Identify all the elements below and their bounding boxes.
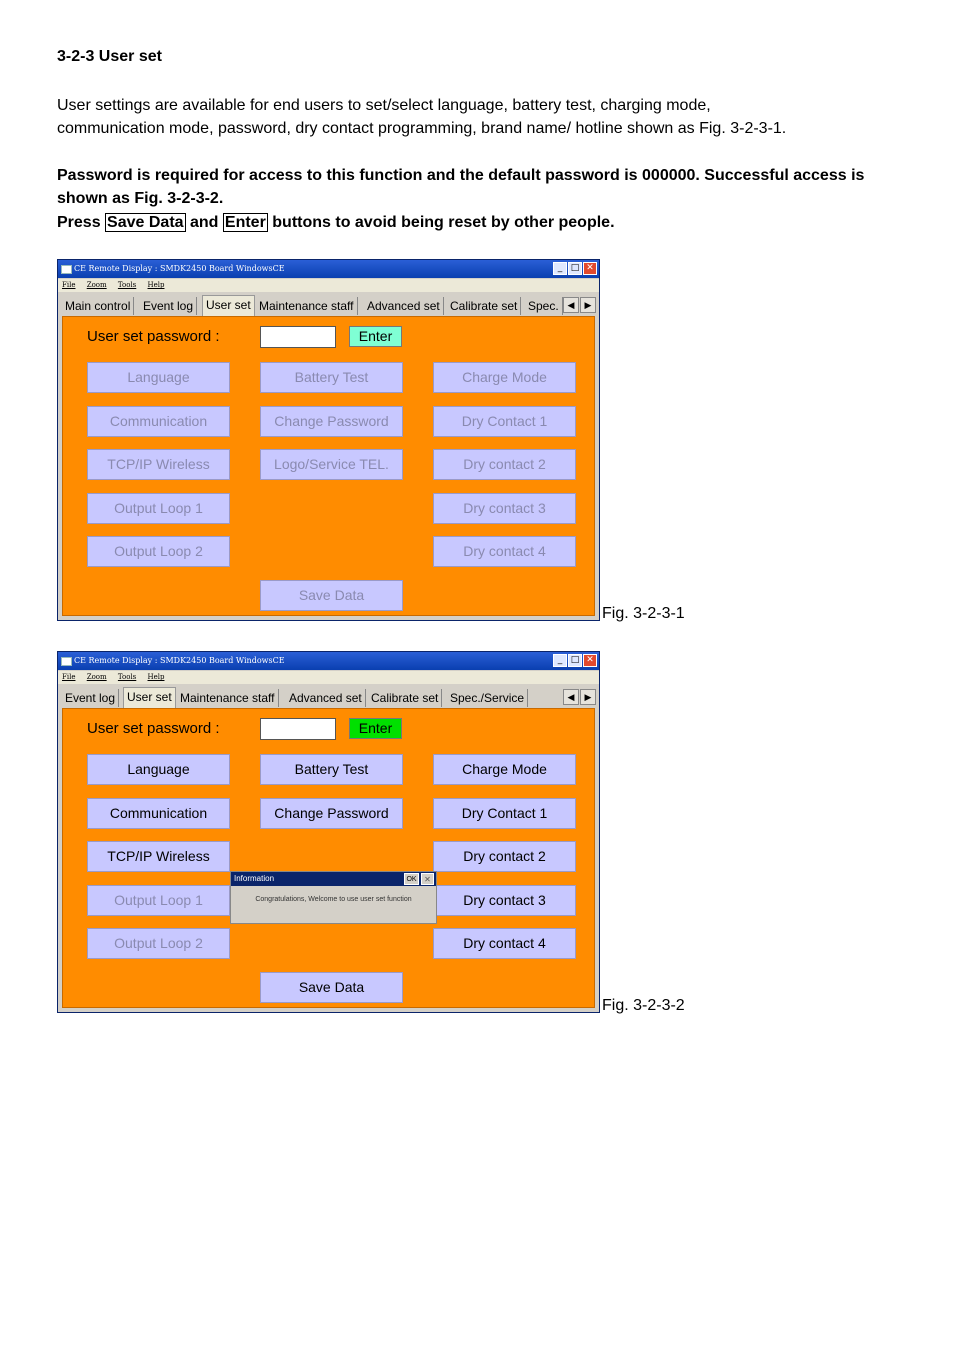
dialog-close-icon[interactable]: ✕ [421,873,434,885]
fig1-menubar [58,279,599,292]
password-label: User set password : [87,328,220,345]
password-input[interactable] [260,326,336,348]
menu-help[interactable]: Help [147,673,165,681]
enter-button[interactable]: Enter [349,718,402,739]
fig1-window [57,259,600,621]
charge-mode-button[interactable]: Charge Mode [433,754,576,785]
fig2-window-title: CE Remote Display : SMDK2450 Board WindowsCE [74,656,285,665]
dialog-title: Information [231,872,436,886]
press-tail: buttons to avoid being reset by other people. [272,214,615,231]
dry-contact-4-button[interactable]: Dry contact 4 [433,536,576,567]
tab-calibrate-set[interactable]: Calibrate set [447,297,521,315]
tab-event-log[interactable]: Event log [140,297,197,315]
dry-contact-4-button[interactable]: Dry contact 4 [433,928,576,959]
intro-line-1: User settings are available for end users to set/select language, battery test, charging mode, [57,97,711,114]
tcpip-wireless-button[interactable]: TCP/IP Wireless [87,449,230,480]
fig2-window [57,651,600,1013]
dialog-ok-button[interactable]: OK [404,873,419,885]
output-loop-1-button[interactable]: Output Loop 1 [87,493,230,524]
menu-tools[interactable]: Tools [117,673,137,681]
menu-help[interactable]: Help [147,281,165,289]
menu-file[interactable]: File [62,281,76,289]
dry-contact-3-button[interactable]: Dry contact 3 [433,885,576,916]
change-password-button[interactable]: Change Password [260,798,403,829]
dry-contact-1-button[interactable]: Dry Contact 1 [433,798,576,829]
dry-contact-2-button[interactable]: Dry contact 2 [433,841,576,872]
communication-button[interactable]: Communication [87,406,230,437]
and-word: and [190,214,219,231]
fig2-caption: Fig. 3-2-3-2 [602,997,685,1014]
fig2-user-set-panel [62,708,595,1008]
maximize-icon[interactable]: □ [568,262,582,275]
fig1-window-title: CE Remote Display : SMDK2450 Board WindowsCE [74,264,285,273]
save-data-boxed: Save Data [107,214,184,231]
language-button[interactable]: Language [87,754,230,785]
fig1-user-set-panel [62,316,595,616]
dry-contact-2-button[interactable]: Dry contact 2 [433,449,576,480]
tab-calibrate-set[interactable]: Calibrate set [368,689,442,707]
fig1-tabbar [62,295,595,316]
menu-zoom[interactable]: Zoom [86,673,107,681]
battery-test-button[interactable]: Battery Test [260,754,403,785]
information-dialog [230,871,437,924]
tab-advanced-set[interactable]: Advanced set [286,689,366,707]
minimize-icon[interactable]: _ [553,654,567,667]
intro-line-2: communication mode, password, dry contact programming, brand name/ hotline shown as Fig. 3-2-3-1. [57,120,787,137]
password-note-line-2: shown as Fig. 3-2-3-2. [57,190,224,207]
tab-maintenance-staff[interactable]: Maintenance staff [177,689,279,707]
password-input[interactable] [260,718,336,740]
fig1-caption: Fig. 3-2-3-1 [602,605,685,622]
logo-service-tel-button[interactable]: Logo/Service TEL. [260,449,403,480]
battery-test-button[interactable]: Battery Test [260,362,403,393]
tcpip-wireless-button[interactable]: TCP/IP Wireless [87,841,230,872]
communication-button[interactable]: Communication [87,798,230,829]
output-loop-1-button[interactable]: Output Loop 1 [87,885,230,916]
fig1-titlebar [58,260,599,278]
save-data-button[interactable]: Save Data [260,972,403,1003]
menu-file[interactable]: File [62,673,76,681]
password-label: User set password : [87,720,220,737]
tab-user-set[interactable]: User set [202,295,255,316]
fig2-tabbar [62,687,595,708]
output-loop-2-button[interactable]: Output Loop 2 [87,536,230,567]
fig2-menubar [58,671,599,684]
tab-spec-service[interactable]: Spec./Service [447,689,528,707]
enter-boxed: Enter [224,214,266,231]
save-data-button[interactable]: Save Data [260,580,403,611]
minimize-icon[interactable]: _ [553,262,567,275]
output-loop-2-button[interactable]: Output Loop 2 [87,928,230,959]
press-word: Press [57,214,101,231]
tab-main-control[interactable]: Main control [62,297,134,315]
tab-scroll-right-icon[interactable]: ▶ [580,297,596,313]
app-icon [61,657,72,666]
language-button[interactable]: Language [87,362,230,393]
tab-scroll-left-icon[interactable]: ◀ [563,297,579,313]
close-icon[interactable]: ✕ [583,654,597,667]
dialog-message: Congratulations, Welcome to use user set function [255,896,412,903]
close-icon[interactable]: ✕ [583,262,597,275]
charge-mode-button[interactable]: Charge Mode [433,362,576,393]
tab-scroll-right-icon[interactable]: ▶ [580,689,596,705]
change-password-button[interactable]: Change Password [260,406,403,437]
fig2-titlebar [58,652,599,670]
press-instruction [57,211,615,234]
tab-user-set[interactable]: User set [123,687,176,708]
enter-button[interactable]: Enter [349,326,402,347]
password-note-line-1: Password is required for access to this function and the default password is 000000. Successful access is [57,167,865,184]
app-icon [61,265,72,274]
tab-maintenance-staff[interactable]: Maintenance staff [256,297,358,315]
section-heading: 3-2-3 User set [57,48,162,65]
dry-contact-1-button[interactable]: Dry Contact 1 [433,406,576,437]
tab-advanced-set[interactable]: Advanced set [364,297,444,315]
menu-tools[interactable]: Tools [117,281,137,289]
dry-contact-3-button[interactable]: Dry contact 3 [433,493,576,524]
maximize-icon[interactable]: □ [568,654,582,667]
tab-event-log[interactable]: Event log [62,689,119,707]
menu-zoom[interactable]: Zoom [86,281,107,289]
tab-spec[interactable]: Spec. [525,297,563,315]
tab-scroll-left-icon[interactable]: ◀ [563,689,579,705]
